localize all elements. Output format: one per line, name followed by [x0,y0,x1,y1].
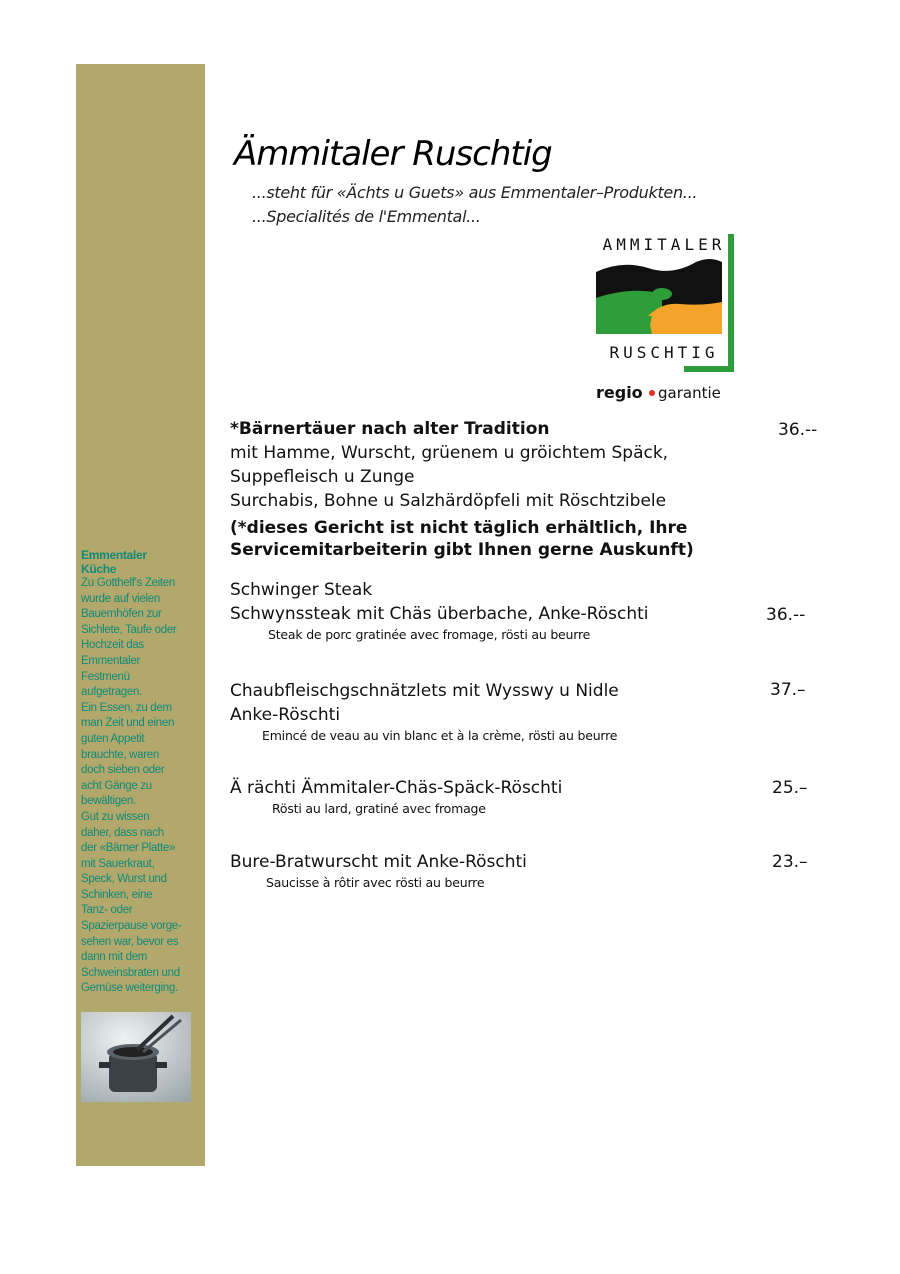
dish-description: Anke-Röschti [230,705,341,725]
dish-description: Schwynssteak mit Chäs überbache, Anke-Röschti [230,604,649,624]
logo-bottom-text: RUSCHTIG [609,343,719,362]
dish-price: 36.-- [766,605,806,625]
dish-name: Bure-Bratwurscht mit Anke-Röschti [230,852,527,872]
dish-name: Ä rächti Ämmitaler-Chäs-Späck-Röschti [230,778,563,798]
dish-price: 25.– [772,778,808,798]
sidebar-body: Zu Gotthelf's Zeiten wurde auf vielen Bauernhöfen zur Sichlete, Taufe oder Hochzeit das Emmentaler Festmenü aufgetragen. Ein Essen, zu dem man Zeit und einen guten Appetit brauchte, waren doch sieben oder acht Gänge zu bewältigen. Gut zu wissen daher, dass nach der «Bärner Platte» mit Sauerkraut, Speck, Wurst und Schinken, eine Tanz- oder Spazierpause vorge- sehen war, bevor es dann mit dem Schweinsbraten und Gemüse weiterging. [81,577,182,995]
subtitle-french: ...Specialités de l'Emmental... [252,207,481,226]
menu-item-bratwurscht [230,850,527,892]
menu-item-schwinger-steak [230,578,649,644]
dish-description: Suppefleisch u Zunge [230,467,415,487]
dish-price: 23.– [772,852,808,872]
cooking-pot-image [81,1012,191,1102]
dish-price: 37.– [770,680,806,700]
logo-suffix-text: garantie [658,384,721,402]
pot-photo [81,1012,191,1102]
subtitle-german: ...steht für «Ächts u Guets» aus Emmentaler–Produkten... [252,183,698,202]
dish-french: Saucisse à rôtir avec rösti au beurre [266,875,485,890]
dish-french: Rösti au lard, gratiné avec fromage [272,801,486,816]
menu-item-baernertaeuer [230,417,694,561]
dish-note: (*dieses Gericht ist nicht täglich erhältlich, Ihre [230,518,688,538]
sidebar-title: Emmentaler Küche [81,548,147,576]
logo-brand-text: regio [596,383,643,402]
logo-graphic [592,232,738,404]
dish-french: Steak de porc gratinée avec fromage, rösti au beurre [268,627,591,642]
dish-price: 36.-- [778,420,818,440]
dish-name: *Bärnertäuer nach alter Tradition [230,419,550,439]
page-title: Ämmitaler Ruschtig [234,134,552,174]
logo-top-text: AMMITALER [602,235,726,254]
menu-item-chaubfleischgschnaetzlets [230,679,619,745]
dish-name: Schwinger Steak [230,580,373,600]
logo-dot-icon [649,390,655,396]
dish-french: Emincé de veau au vin blanc et à la crème, rösti au beurre [262,728,618,743]
menu-item-chaes-spaeck-roeschti [230,776,562,818]
ammitaler-ruschtig-logo [592,232,738,404]
sidebar-text [81,548,203,997]
dish-name: Chaubfleischgschnätzlets mit Wysswy u Nidle [230,681,619,701]
dish-description: mit Hamme, Wurscht, grüenem u gröichtem Späck, [230,443,669,463]
dish-note: Servicemitarbeiterin gibt Ihnen gerne Auskunft) [230,540,694,560]
dish-description: Surchabis, Bohne u Salzhärdöpfeli mit Röschtzibele [230,491,667,511]
